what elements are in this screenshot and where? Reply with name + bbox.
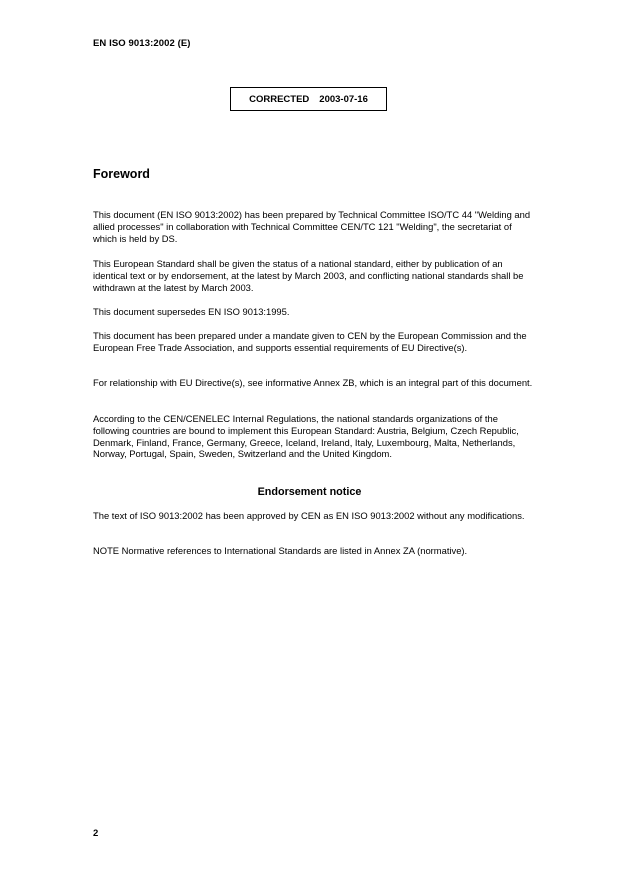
endorsement-heading: Endorsement notice bbox=[257, 486, 362, 498]
page-number: 2 bbox=[93, 828, 99, 839]
document-reference: EN ISO 9013:2002 (E) bbox=[93, 38, 191, 49]
endorsement-note: NOTE Normative references to International Standards are listed in Annex ZA (normative). bbox=[93, 545, 468, 556]
foreword-paragraph-4: This document has been prepared under a mandate given to CEN by the European Commission and the European Free Trade Association, and supports essential requirements of EU Directive(s). bbox=[93, 330, 527, 353]
foreword-paragraph-2: This European Standard shall be given the status of a national standard, either by publication of an identical text or by endorsement, at the latest by March 2003, and conflicting national standards shall be withdrawn at the latest by March 2003. bbox=[93, 258, 524, 293]
corrected-stamp bbox=[230, 87, 387, 111]
corrected-date: 2003-07-16 bbox=[319, 93, 368, 105]
foreword-paragraph-3: This document supersedes EN ISO 9013:1995. bbox=[93, 306, 290, 317]
foreword-paragraph-1: This document (EN ISO 9013:2002) has been prepared by Technical Committee ISO/TC 44 "Welding and allied processes" in collaboration with Technical Committee CEN/TC 121 "Welding", the secretariat of which is held by DS. bbox=[93, 209, 531, 244]
corrected-label: CORRECTED bbox=[249, 93, 310, 105]
foreword-heading: Foreword bbox=[93, 167, 150, 181]
foreword-paragraph-6: According to the CEN/CENELEC Internal Regulations, the national standards organizations of the following countries are bound to implement this European Standard: Austria, Belgium, Czech Republic, Denmark, Finland, France, Germany, Greece, Iceland, Ireland, Italy, Luxembourg, Malta, Netherlands, Norway, Portugal, Spain, Sweden, Switzerland and the United Kingdom. bbox=[93, 413, 519, 460]
endorsement-paragraph-1: The text of ISO 9013:2002 has been approved by CEN as EN ISO 9013:2002 without any modifications. bbox=[93, 510, 525, 521]
foreword-paragraph-5: For relationship with EU Directive(s), see informative Annex ZB, which is an integral part of this document. bbox=[93, 377, 533, 388]
